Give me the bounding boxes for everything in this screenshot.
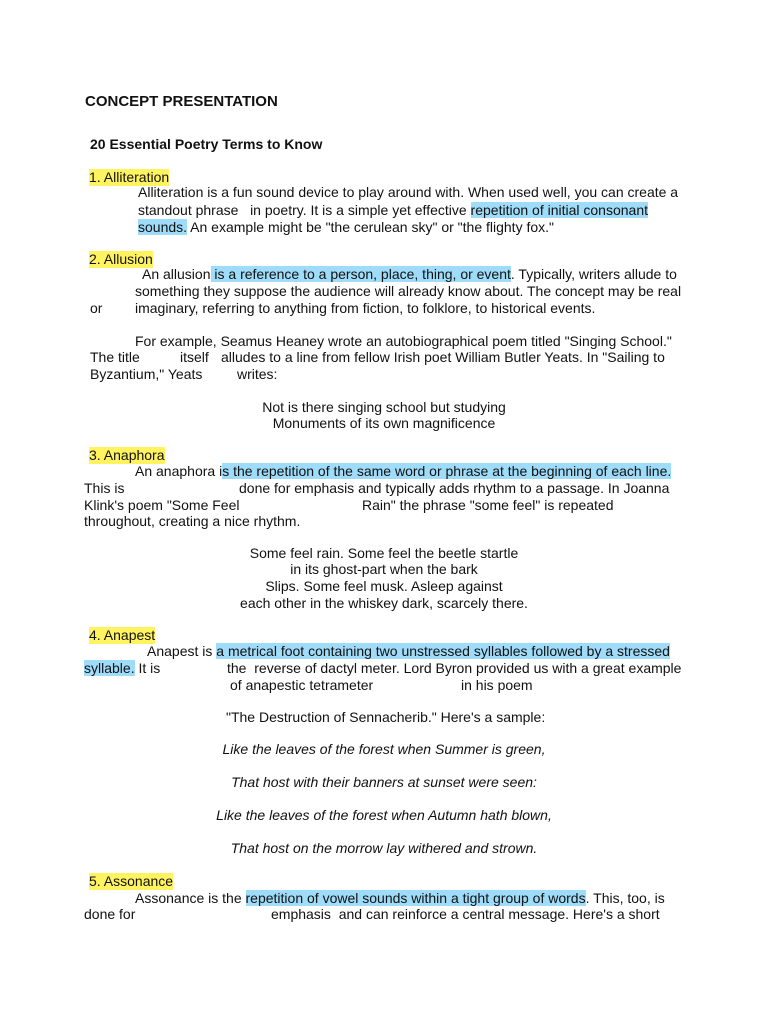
alliteration-heading: 1. Alliteration [89, 169, 170, 185]
allusion-quote-line: Not is there singing school but studying [262, 399, 506, 415]
highlighted-phrase: syllable. [84, 660, 135, 676]
anapest-quote-line: Like the leaves of the forest when Autumn hath blown, [216, 807, 552, 823]
allusion-text-line [142, 266, 677, 283]
anapest-heading: 4. Anapest [89, 627, 156, 643]
anapest-text-line: "The Destruction of Sennacherib." Here's a sample: [226, 709, 546, 725]
anaphora-text-line [135, 463, 671, 480]
anapest-quote-line: Like the leaves of the forest when Summer is green, [222, 741, 546, 757]
highlighted-phrase: a metrical foot containing two unstressed syllables followed by a stressed [216, 643, 670, 659]
anapest-text-line: the reverse of dactyl meter. Lord Byron provided us with a great example [227, 660, 682, 676]
allusion-example-line: writes: [237, 366, 278, 382]
anaphora-quote-line: in its ghost-part when the bark [290, 561, 478, 577]
anapest-text-line: in his poem [461, 677, 533, 693]
alliteration-text-line [138, 219, 554, 236]
highlighted-phrase: is a reference to a person, place, thing, or event [210, 266, 511, 282]
anapest-text-line [84, 660, 160, 677]
text-run: An anaphora i [135, 463, 223, 479]
document-title: CONCEPT PRESENTATION [85, 93, 278, 110]
anaphora-quote-line: Slips. Some feel musk. Asleep against [265, 578, 503, 594]
allusion-example-line: alludes to a line from fellow Irish poet William Butler Yeats. In "Sailing to [221, 349, 665, 365]
highlighted-phrase: sounds. [138, 219, 188, 235]
text-run: An allusion [142, 266, 211, 282]
allusion-text-line: imaginary, referring to anything from fiction, to folklore, to historical events. [135, 300, 596, 316]
text-run: Anapest is [147, 643, 217, 659]
allusion-example-line: itself [180, 349, 209, 365]
allusion-text-line: something they suppose the audience will already know about. The concept may be real [135, 283, 682, 299]
anaphora-text-line: Rain" the phrase "some feel" is repeated [362, 497, 614, 513]
anaphora-text-line: This is [84, 480, 125, 496]
assonance-text-line: done for [84, 906, 136, 922]
alliteration-text-line: Alliteration is a fun sound device to play around with. When used well, you can create a [138, 184, 679, 200]
anapest-quote-line: That host with their banners at sunset were seen: [231, 774, 537, 790]
anaphora-text-line: throughout, creating a nice rhythm. [84, 513, 301, 529]
highlighted-phrase: repetition of vowel sounds within a tight group of words [245, 890, 586, 906]
alliteration-text-line [138, 202, 648, 219]
text-run: An example might be "the cerulean sky" or "the flighty fox." [187, 219, 554, 235]
assonance-text-line: emphasis and can reinforce a central message. Here's a short [271, 906, 660, 922]
allusion-quote-line: Monuments of its own magnificence [272, 415, 496, 431]
assonance-text-line [135, 890, 665, 907]
allusion-example-line: The title [90, 349, 140, 365]
highlighted-phrase: s the repetition of the same word or phrase at the beginning of each line. [222, 463, 672, 479]
anaphora-text-line: done for emphasis and typically adds rhythm to a passage. In Joanna [239, 480, 670, 496]
anaphora-quote-line: Some feel rain. Some feel the beetle startle [249, 545, 519, 561]
anaphora-heading: 3. Anaphora [89, 447, 165, 463]
allusion-example-line: Byzantium," Yeats [90, 366, 203, 382]
anaphora-quote-line: each other in the whiskey dark, scarcely there. [240, 595, 528, 611]
allusion-text-line: or [90, 300, 103, 316]
allusion-heading: 2. Allusion [89, 251, 153, 267]
anapest-text-line [147, 643, 670, 660]
text-run: It is [134, 660, 161, 676]
text-run: . This, too, is [585, 890, 665, 906]
highlighted-phrase: repetition of initial consonant [470, 202, 648, 218]
document-subtitle: 20 Essential Poetry Terms to Know [90, 136, 323, 152]
assonance-heading: 5. Assonance [89, 873, 174, 889]
text-run: standout phrase in poetry. It is a simple yet effective [138, 202, 471, 218]
anapest-text-line: of anapestic tetrameter [230, 677, 374, 693]
allusion-example-line: For example, Seamus Heaney wrote an autobiographical poem titled "Singing School." [135, 333, 672, 349]
text-run: Assonance is the [135, 890, 246, 906]
anaphora-text-line: Klink's poem "Some Feel [84, 497, 240, 513]
anapest-quote-line: That host on the morrow lay withered and strown. [230, 840, 538, 856]
text-run: . Typically, writers allude to [510, 266, 677, 282]
